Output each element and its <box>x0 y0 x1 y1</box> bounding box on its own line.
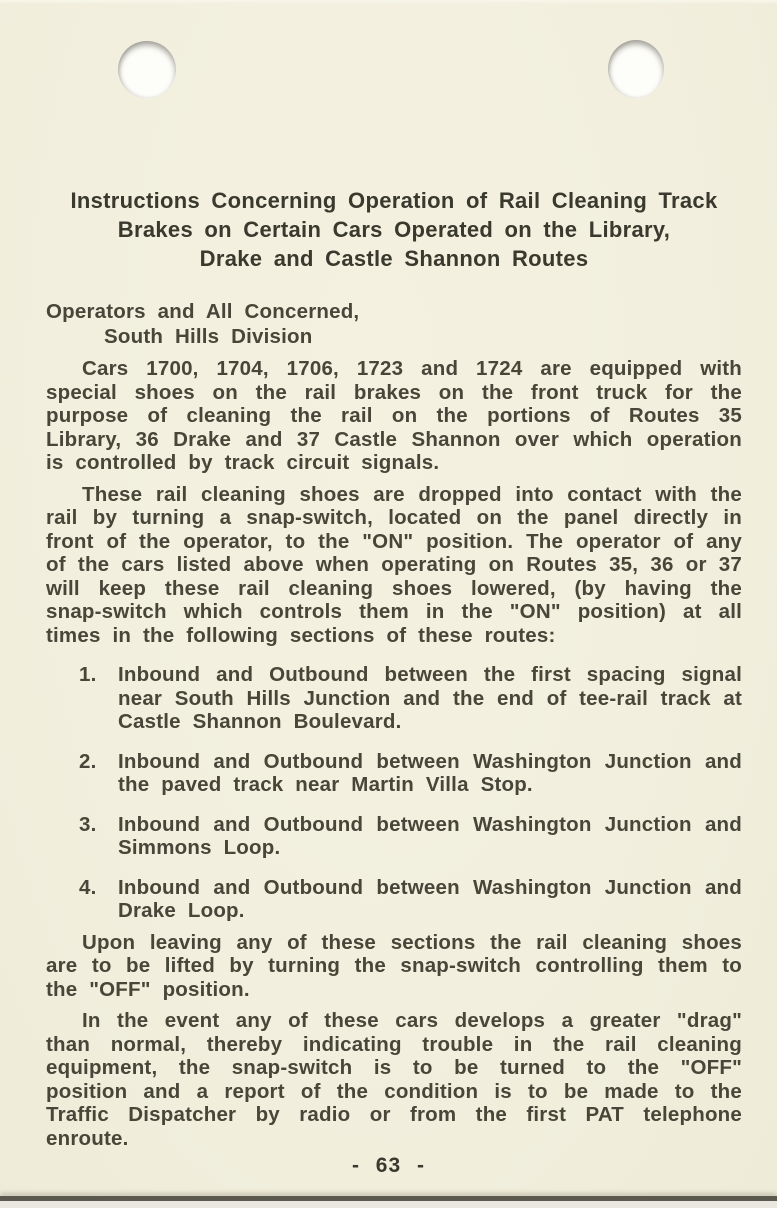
salutation-line2: South Hills Division <box>104 325 313 348</box>
paragraph-cars-equipped: Cars 1700, 1704, 1706, 1723 and 1724 are equipped with special shoes on the rail brakes on the front truck for the purpose of cleaning the rail on the portions of Routes 35 Library, 36 Drake and 37 Castle Shannon over which operation is controlled by track circuit signals. <box>46 357 742 474</box>
list-item <box>46 750 742 797</box>
list-item-number: 2. <box>79 749 97 773</box>
list-item-number: 4. <box>79 875 97 899</box>
list-item-number: 1. <box>79 663 97 686</box>
document-title-line2: Brakes on Certain Cars Operated on the Library, <box>117 217 671 242</box>
route-sections-list <box>46 663 742 923</box>
document-title <box>46 186 742 273</box>
list-item-text: Inbound and Outbound between the first spacing signal near South Hills Junction and the end of tee-rail track at Castle Shannon Boulevard. <box>118 663 742 733</box>
list-item <box>46 813 742 860</box>
document-title-line3: Drake and Castle Shannon Routes <box>199 246 589 271</box>
salutation-line1: Operators and All Concerned, <box>46 300 360 323</box>
salutation <box>46 299 742 349</box>
paragraph-trouble-report: In the event any of these cars develops a greater "drag" than normal, thereby indicating trouble in the rail cleaning equipment, the snap-switch is to be turned to the "OFF" position and a report of the condition is to be made to the Traffic Dispatcher by radio or from the first PAT telephone enroute. <box>46 1009 742 1150</box>
paragraph-snap-switch-on: These rail cleaning shoes are dropped into contact with the rail by turning a snap-switch, located on the panel directly in front of the operator, to the "ON" position. The operator of any of the cars listed above when operating on Routes 35, 36 or 37 will keep these rail cleaning shoes lowered, (by having the snap-switch which controls them in the "ON" position) at all times in the following sections of these routes: <box>46 482 742 647</box>
paragraph-snap-switch-off: Upon leaving any of these sections the rail cleaning shoes are to be lifted by turning the snap-switch controlling them to the "OFF" position. <box>46 930 742 1001</box>
list-item <box>46 663 742 734</box>
list-item-text: Inbound and Outbound between Washington Junction and Drake Loop. <box>118 875 742 922</box>
document-title-line1: Instructions Concerning Operation of Rail Cleaning Track <box>70 188 718 213</box>
list-item-text: Inbound and Outbound between Washington Junction and Simmons Loop. <box>118 812 742 859</box>
list-item-number: 3. <box>79 812 97 836</box>
document-content <box>46 0 742 1150</box>
page-bottom-strip <box>0 1201 777 1208</box>
list-item <box>46 876 742 923</box>
page-number: - 63 - <box>351 1154 425 1177</box>
list-item-text: Inbound and Outbound between Washington Junction and the paved track near Martin Villa Stop. <box>118 749 742 796</box>
